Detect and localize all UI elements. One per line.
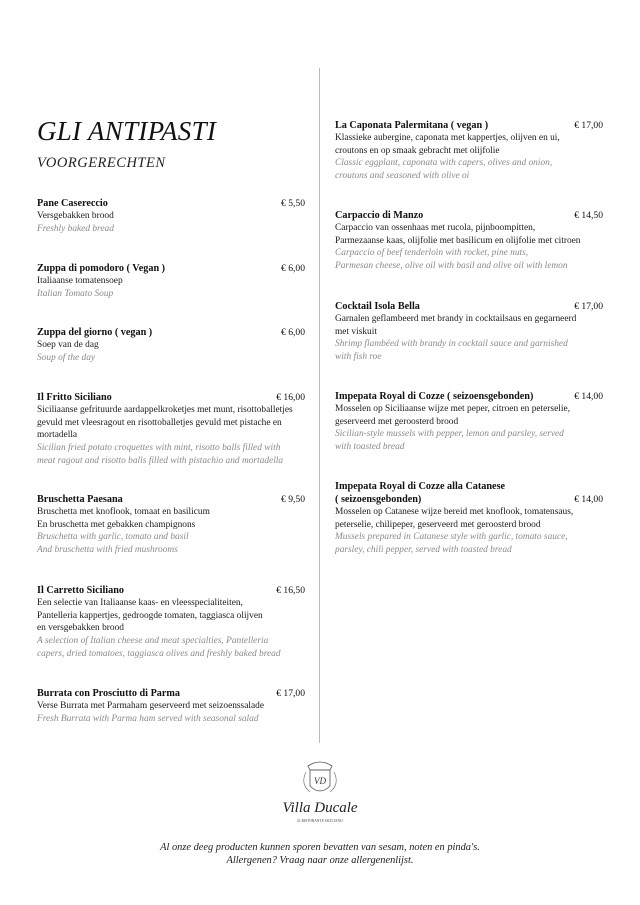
item-price: € 16,00	[276, 392, 305, 403]
item-description-dutch: Verse Burrata met Parmaham geserveerd met seizoenssalade	[37, 701, 264, 711]
item-description-dutch: Mosselen op Siciliaanse wijze met peper, citroen en peterselie,	[335, 404, 570, 414]
item-price: € 14,50	[574, 210, 603, 221]
menu-item	[37, 584, 305, 661]
item-description-english: Soup of the day	[37, 352, 96, 363]
menu-item	[335, 480, 603, 557]
item-name: Il Carretto Siciliano	[37, 585, 124, 596]
item-description-dutch: Versgebakken brood	[37, 211, 114, 221]
item-description-dutch: Carpaccio van ossenhaas met rucola, pijnboompitten,	[335, 223, 536, 233]
crest-icon	[270, 756, 370, 826]
item-description-dutch: Pantelleria kappertjes, gedroogde tomaten, taggiasca olijven	[37, 610, 263, 621]
item-description-english: meat ragout and risotto balls filled with pistachio and mortadella	[37, 455, 284, 466]
item-price: € 14,00	[574, 494, 603, 505]
item-description-dutch: Bruschetta met knoflook, tomaat en basilicum	[37, 507, 210, 517]
page-subtitle: VOORGERECHTEN	[37, 155, 166, 171]
item-price: € 17,00	[574, 301, 603, 312]
allergen-line-2: Allergenen? Vraag naar onze allergenenlijst.	[226, 855, 414, 866]
item-name: Il Fritto Siciliano	[37, 392, 112, 403]
item-name: Carpaccio di Manzo	[335, 210, 424, 221]
item-description-english: Mussels prepared in Catanese style with garlic, tomato sauce,	[335, 532, 568, 543]
item-description-dutch: Een selectie van Italiaanse kaas- en vleesspecialiteiten,	[37, 598, 243, 608]
menu-item	[37, 493, 305, 557]
svg-text:Villa Ducale: Villa Ducale	[282, 800, 358, 816]
item-description-dutch: Siciliaanse gefrituurde aardappelkroketjes met munt, risottoballetjes	[37, 405, 293, 415]
item-name: Cocktail Isola Bella	[335, 301, 420, 312]
item-name-line2: ( seizoensgebonden)	[335, 494, 422, 505]
item-description-dutch: met viskuit	[335, 326, 377, 337]
item-description-english: capers, dried tomatoes, taggiasca olives and freshly baked bread	[37, 648, 281, 659]
item-description-english: Classic eggplant, caponata with capers, olives and onion,	[335, 158, 553, 169]
menu-item	[37, 197, 305, 235]
item-name: Zuppa di pomodoro ( Vegan )	[37, 263, 166, 274]
item-price: € 9,50	[281, 494, 305, 505]
menu-item	[335, 119, 603, 183]
item-price: € 5,50	[281, 198, 305, 209]
allergen-notice	[0, 841, 640, 867]
item-description-english: with toasted bread	[335, 442, 405, 453]
menu-item	[335, 300, 603, 364]
svg-text:IL RISTORANTE SICILIANO: IL RISTORANTE SICILIANO	[297, 819, 343, 823]
item-name: Impepata Royal di Cozze alla Catanese	[335, 481, 506, 492]
villa-ducale-logo	[270, 756, 370, 826]
page-title: GLI ANTIPASTI	[37, 116, 217, 146]
item-name: Pane Casereccio	[37, 198, 108, 209]
item-name: Burrata con Prosciutto di Parma	[37, 688, 180, 699]
item-description-english: Bruschetta with garlic, tomato and basil	[37, 532, 189, 543]
item-name: La Caponata Palermitana ( vegan )	[335, 120, 489, 131]
menu-item	[37, 262, 305, 300]
item-name: Impepata Royal di Cozze ( seizoensgebonden)	[335, 391, 534, 402]
item-description-dutch: Italiaanse tomatensoep	[37, 276, 123, 286]
menu-item	[335, 209, 603, 273]
item-price: € 14,00	[574, 391, 603, 402]
item-description-english: Parmesan cheese, olive oil with basil and olive oil with lemon	[335, 261, 568, 272]
item-description-english: Fresh Burrata with Parma ham served with seasonal salad	[37, 713, 259, 724]
allergen-line-1: Al onze deeg producten kunnen sporen bevatten van sesam, noten en pinda's.	[160, 842, 480, 853]
item-description-dutch: Soep van de dag	[37, 340, 99, 350]
svg-text:VD: VD	[314, 776, 326, 786]
item-description-english: parsley, chili pepper, served with toasted bread	[335, 545, 512, 556]
item-price: € 6,00	[281, 327, 305, 338]
item-description-dutch: Parmezaanse kaas, olijfolie met basilicum en olijfolie met citroen	[335, 235, 581, 246]
item-description-english: Sicilian-style mussels with pepper, lemon and parsley, served	[335, 429, 564, 440]
item-description-english: croutons and seasoned with olive oi	[335, 171, 470, 182]
menu-item	[37, 687, 305, 725]
item-price: € 6,00	[281, 263, 305, 274]
item-name: Bruschetta Paesana	[37, 494, 123, 505]
item-description-dutch: mortadella	[37, 430, 78, 441]
item-description-english: with fish roe	[335, 352, 382, 363]
item-description-dutch: en versgebakken brood	[37, 623, 124, 634]
item-description-dutch: Mosselen op Catanese wijze bereid met knoflook, tomatensaus,	[335, 507, 574, 517]
item-description-dutch: peterselie, chilipeper, geserveerd met geroosterd brood	[335, 519, 541, 530]
item-description-dutch: croutons en op smaak gebracht met olijfolie	[335, 145, 500, 156]
item-description-english: Carpaccio of beef tenderloin with rocket, pine nuts,	[335, 248, 529, 259]
item-name: Zuppa del giorno ( vegan )	[37, 327, 153, 338]
item-description-dutch: geserveerd met geroosterd brood	[335, 416, 459, 427]
item-price: € 17,00	[276, 688, 305, 699]
menu-item	[37, 326, 305, 364]
column-divider	[319, 68, 320, 743]
item-description-dutch: Klassieke aubergine, caponata met kappertjes, olijven en ui,	[335, 133, 560, 143]
menu-item	[37, 391, 305, 468]
item-description-english: Shrimp flambéed with brandy in cocktail sauce and garnished	[335, 339, 568, 350]
item-description-english: A selection of Italian cheese and meat specialties, Pantelleria	[37, 636, 269, 647]
item-description-english: And bruschetta with fried mushrooms	[37, 545, 178, 556]
item-price: € 16,50	[276, 585, 305, 596]
item-description-english: Sicilian fried potato croquettes with mint, risotto balls filled with	[37, 443, 281, 454]
menu-item	[335, 390, 603, 454]
item-description-english: Italian Tomato Soup	[37, 288, 114, 299]
item-description-english: Freshly baked bread	[37, 223, 114, 234]
item-description-dutch: gevuld met vleesragout en risottoballetjes gevuld met pistache en	[37, 417, 282, 428]
item-price: € 17,00	[574, 120, 603, 131]
item-description-dutch: Garnalen geflambeerd met brandy in cocktailsaus en gegarneerd	[335, 314, 577, 324]
item-description-dutch: En bruschetta met gebakken champignons	[37, 519, 196, 530]
